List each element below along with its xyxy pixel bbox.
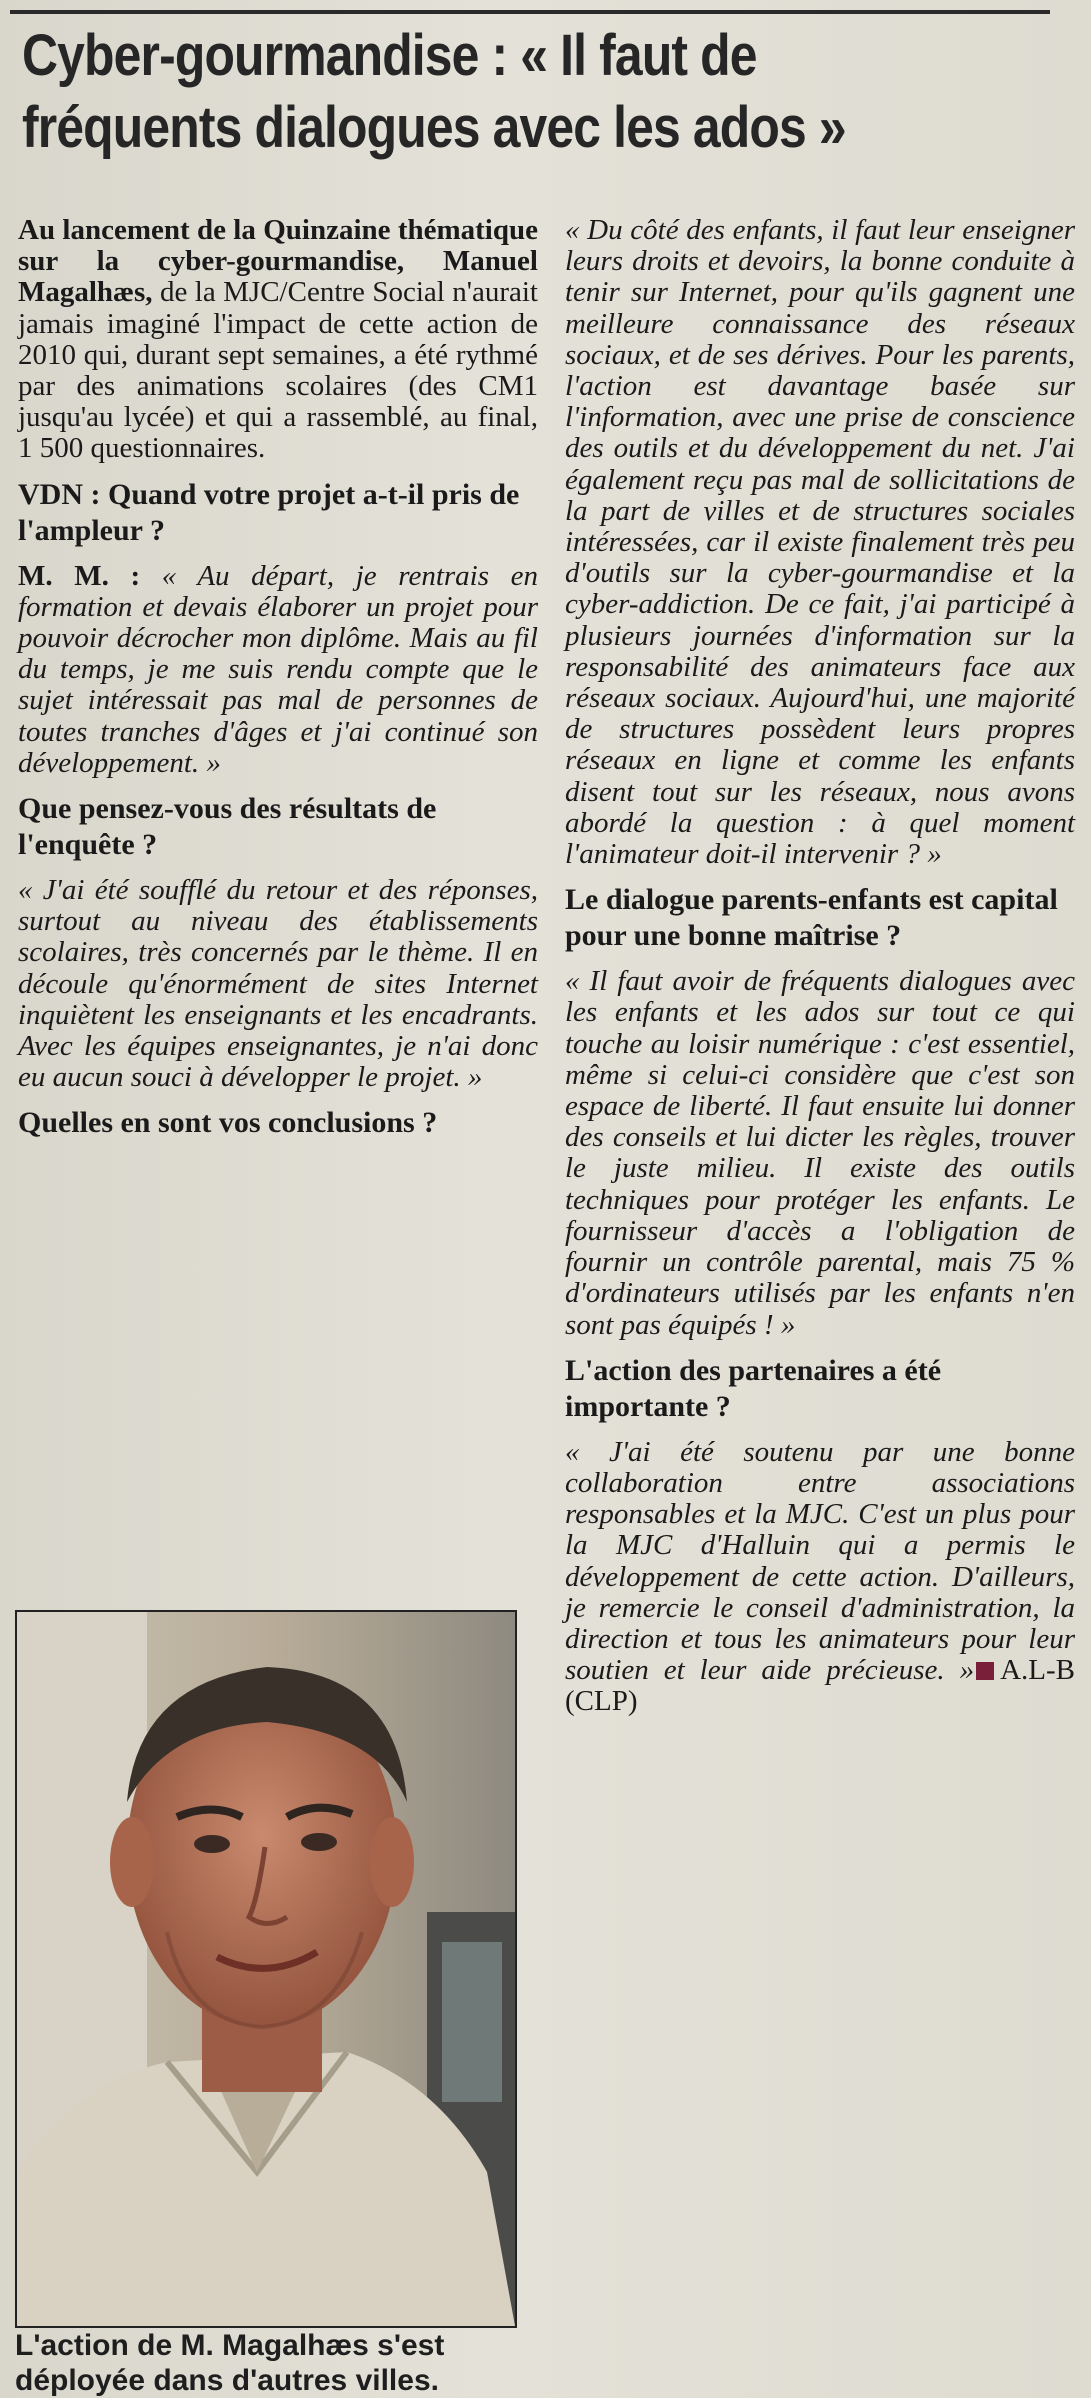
headline (22, 20, 916, 164)
question-2: Que pensez-vous des résultats de l'enquête ? (18, 792, 437, 862)
answer-1-text: « Au départ, je rentrais en formation et devais élaborer un projet pour pouvoir décrocher mon diplôme. Mais au fil du temps, je me suis rendu compte que le sujet intéressait pas mal de personnes de toutes tranches d'âges et j'ai continué son développement. » (18, 559, 538, 779)
end-mark-square-icon (976, 1662, 994, 1680)
portrait-illustration (17, 1612, 515, 2326)
photo-caption: L'action de M. Magalhæs s'est déployée dans d'autres villes. (15, 2329, 445, 2397)
question-1: VDN : Quand votre projet a-t-il pris de l'ampleur ? (18, 477, 520, 547)
portrait-photo (15, 1610, 517, 2328)
answer-5 (565, 1437, 1075, 1718)
answer-4: « Il faut avoir de fréquents dialogues avec les enfants et les ados sur tout ce qui touche au loisir numérique : c'est essentiel, même si celui-ci considère que c'est son espace de liberté. Il faut ensuite lui donner des conseils et lui dicter les règles, trouver le juste milieu. Il existe des outils techniques pour protéger les enfants. Le fournisseur d'accès a l'obligation de fournir un contrôle parental, mais 75 % d'ordinateurs utilisés par les enfants n'en sont pas équipés ! » (565, 965, 1075, 1341)
answer-5-text: « J'ai été soutenu par une bonne collaboration entre associations responsables et la MJC. C'est un plus pour la MJC d'Halluin qui a permis le développement de cette action. D'ailleurs, je remercie le conseil d'administration, la direction et tous les animateurs pour leur soutien et leur aide précieuse. » (565, 1435, 1075, 1687)
top-rule (10, 10, 1050, 14)
headline-line-1: Cyber-gourmandise : « Il faut de (22, 23, 757, 88)
answer-1 (18, 561, 538, 779)
question-3: Quelles en sont vos conclusions ? (18, 1106, 438, 1140)
intro-paragraph (18, 215, 538, 465)
answer-3: « Du côté des enfants, il faut leur enseigner leurs droits et devoirs, la bonne conduite à tenir sur Internet, pour qu'ils gagnent une meilleure connaissance des réseaux sociaux, et de ses dérives. Pour les parents, l'action est davantage basée sur l'information, avec une prise de conscience des outils et du développement du net. J'ai également reçu pas mal de sollicitations de la part de villes et de structures sociales intéressées, car il existe finalement très peu d'outils sur la cyber-gourmandise et la cyber-addiction. De ce fait, j'ai participé à plusieurs journées d'information sur la responsabilité des animateurs face aux réseaux sociaux. Aujourd'hui, une majorité de structures possèdent leurs propres réseaux en ligne et comme les enfants disent tout sur les réseaux, nous avons abordé la question : à quel moment l'animateur doit-il intervenir ? » (565, 214, 1075, 871)
answer-2: « J'ai été soufflé du retour et des réponses, surtout au niveau des établissements scolaires, très concernés par le thème. Il en découle qu'énormément de sites Internet inquiètent les enseignants et les encadrants. Avec les équipes enseignantes, je n'ai donc eu aucun souci à développer le projet. » (18, 874, 538, 1094)
intro-lead: Au lancement de la Quinzaine thématique sur la cyber-gourmandise, Manuel Magalhæs, (18, 214, 538, 309)
question-5: L'action des partenaires a été importante ? (565, 1353, 942, 1423)
intro-rest: de la MJC/Centre Social n'aurait jamais imaginé l'impact de cette action de 2010 qui, durant sept semaines, a été rythmé par des animations scolaires (des CM1 jusqu'au lycée) et qui a rassemblé, au final, 1 500 questionnaires. (18, 276, 538, 465)
right-column (565, 215, 1075, 1718)
headline-line-2: fréquents dialogues avec les ados » (22, 95, 846, 160)
left-column (18, 215, 538, 1153)
question-4: Le dialogue parents-enfants est capital pour une bonne maîtrise ? (565, 883, 1058, 953)
author-signature: A.L-B (CLP) (565, 1654, 1075, 1718)
answer-1-speaker: M. M. : (18, 559, 141, 592)
